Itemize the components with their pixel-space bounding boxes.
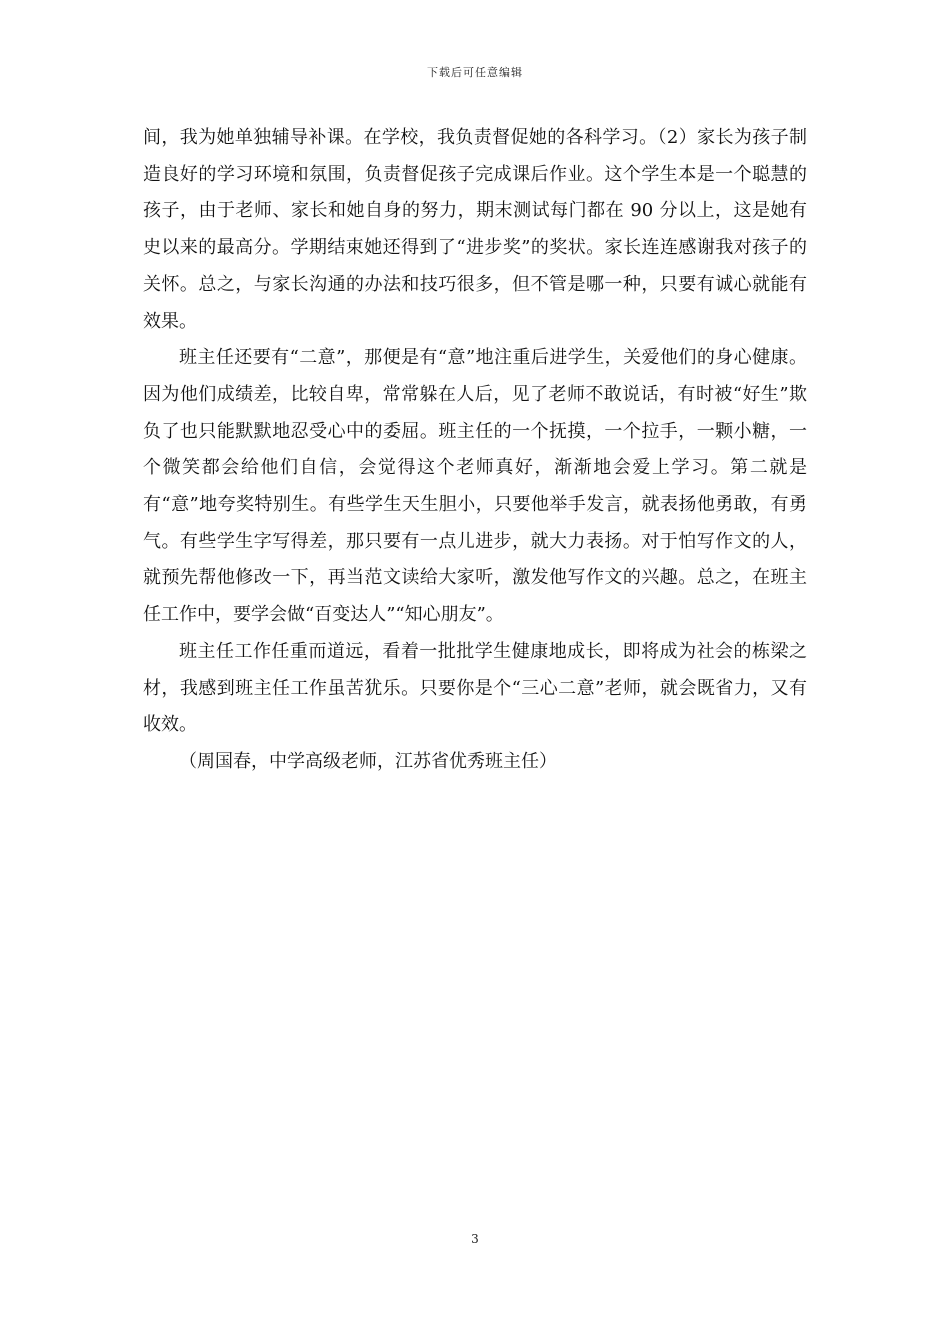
- paragraph-continued: 间，我为她单独辅导补课。在学校，我负责督促她的各科学习。（2）家长为孩子制造良好的学习环境和氛围，负责督促孩子完成课后作业。这个学生本是一个聪慧的孩子，由于老师、家长和她自身的努力，期末测试每门都在 90 分以上，这是她有史以来的最高分。学期结束她还得到了“进步奖”的奖状。家长连连感谢我对孩子的关怀。总之，与家长沟通的办法和技巧很多，但不管是哪一种，只要有诚心就能有效果。: [143, 127, 807, 332]
- page-header: 下载后可任意编辑: [427, 66, 523, 79]
- article-body: [143, 120, 807, 781]
- paragraph-conclusion: 班主任工作任重而道远，看着一批批学生健康地成长，即将成为社会的栋梁之材，我感到班主任工作虽苦犹乐。只要你是个“三心二意”老师，就会既省力，又有收效。: [143, 640, 807, 736]
- author-attribution: （周国春，中学高级老师，江苏省优秀班主任）: [179, 750, 557, 772]
- paragraph-two-intentions: 班主任还要有“二意”，那便是有“意”地注重后进学生，关爱他们的身心健康。因为他们成绩差，比较自卑，常常躲在人后，见了老师不敢说话，有时被“好生”欺负了也只能默默地忍受心中的委屈。班主任的一个抚摸，一个拉手，一颗小糖，一个微笑都会给他们自信，会觉得这个老师真好，渐渐地会爱上学习。第二就是有“意”地夸奖特别生。有些学生天生胆小，只要他举手发言，就表扬他勇敢，有勇气。有些学生字写得差，那只要有一点儿进步，就大力表扬。对于怕写作文的人，就预先帮他修改一下，再当范文读给大家听，激发他写作文的兴趣。总之，在班主任工作中，要学会做“百变达人”“知心朋友”。: [143, 347, 807, 626]
- page-number: 3: [471, 1232, 479, 1246]
